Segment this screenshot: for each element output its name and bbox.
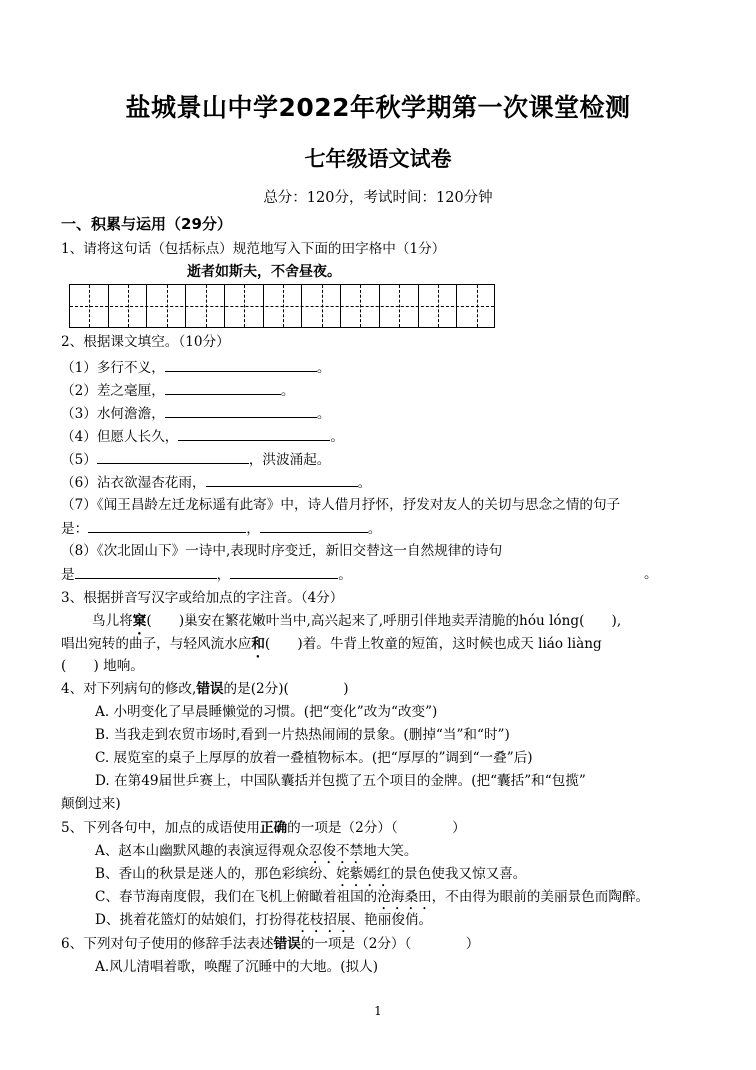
answer-blank[interactable]	[97, 449, 249, 464]
section-heading: 一、积累与运用（29分）	[61, 215, 232, 233]
q2-item-8: （8）《次北固山下》一诗中,表现时序变迁，新旧交替这一自然规律的诗句	[61, 543, 503, 559]
q3-prompt: 3、根据拼音写汉字或给加点的字注音。（4分）	[61, 590, 344, 606]
grid-cell-divider	[283, 285, 284, 327]
q5-prompt	[61, 818, 466, 838]
q5-text: D、挑着花篮灯的姑娘们，打扮得	[95, 912, 297, 928]
answer-blank[interactable]	[230, 564, 338, 579]
q4-option-c[interactable]: C. 展览室的桌子上厚厚的放着一叠植物标本。(把“厚厚的”调到“一叠”后)	[95, 750, 533, 766]
punct: 。	[330, 429, 344, 445]
q5-text: B、香山的秋景是迷人的，那色彩缤纷、	[95, 866, 337, 882]
exam-title: 盐城景山中学2022年秋学期第一次课堂检测	[125, 93, 631, 122]
q2-item-4-text: （4）但愿人长久，	[61, 429, 179, 445]
q2-item-7-answer	[61, 518, 381, 539]
q2-item-2-text: （2）差之毫厘，	[61, 383, 165, 399]
page-number: 1	[374, 1004, 382, 1018]
q5-text: 5、下列各句中，加点的成语使用	[61, 820, 260, 836]
answer-blank[interactable]	[260, 518, 368, 533]
grid-cell-divider	[399, 285, 400, 327]
answer-blank[interactable]	[165, 380, 281, 395]
q6-prompt	[61, 934, 479, 954]
q5-text: ，不由得为眼前的美丽景色而陶醉。	[431, 889, 650, 905]
q4-text: 的是(2分)( )	[223, 681, 349, 697]
dotted-char: 和	[251, 636, 265, 652]
q1-quote: 逝者如斯夫，不舍昼夜。	[187, 264, 341, 280]
q4-text: 4、对下列病句的修改,	[61, 681, 197, 697]
q3-line-3: ( ) 地响。	[61, 658, 144, 674]
q6-option-a[interactable]: A.风儿清唱着歌，唤醒了沉睡中的大地。(拟人)	[95, 959, 379, 975]
q5-text: 的一项是（2分）（ ）	[287, 820, 466, 836]
q2-item-4	[61, 426, 344, 447]
q5-text: C、春节海南度假，我们在飞机上俯瞰着祖国的	[95, 889, 378, 905]
grid-cell-divider	[438, 285, 439, 327]
q2-item-3	[61, 403, 330, 424]
punct: 。	[367, 521, 382, 537]
q2-item-7: （7）《闻王昌龄左迁龙标遥有此寄》中，诗人借月抒怀，抒发对友人的关切与思念之情的句子	[61, 497, 621, 513]
q1-prompt: 1、请将这句话（包括标点）规范地写入下面的田字格中（1分）	[61, 241, 446, 257]
tianzige-grid[interactable]	[69, 284, 495, 328]
q2-item-1	[61, 357, 330, 378]
q2-item-5	[61, 449, 330, 470]
q5-text: 地大笑。	[363, 843, 418, 859]
q3-text: ( )着。牛背上牧童的短笛，这时候也成天 liáo liàng	[264, 636, 602, 652]
q6-text: 6、下列对句子使用的修辞手法表述	[61, 936, 274, 952]
punct: 。	[280, 383, 295, 399]
q5-text: A、赵本山幽默风趣的表演逗得观众	[95, 843, 309, 859]
punct: 。	[338, 567, 352, 583]
grid-cell-divider	[322, 285, 323, 327]
dotted-idiom: 姹紫嫣红	[336, 866, 391, 882]
grid-cell-divider	[477, 285, 478, 327]
q4-option-b[interactable]: B. 当我走到农贸市场时,看到一片热热闹闹的景象。(删掉“当”和“时”)	[95, 727, 510, 743]
dotted-idiom: 沧海桑田	[377, 889, 432, 905]
score-time-line: 总分：120分，考试时间：120分钟	[263, 190, 493, 206]
emphasis-word: 错误	[196, 681, 224, 697]
answer-blank[interactable]	[75, 564, 217, 579]
q4-option-a[interactable]: A. 小明变化了早晨睡懒觉的习惯。(把“变化”改为“改变”)	[95, 704, 438, 720]
grid-cell-divider	[167, 285, 168, 327]
dotted-idiom: 忍俊不禁	[308, 843, 364, 859]
dotted-char: 窠	[132, 613, 147, 629]
exam-subtitle: 七年级语文试卷	[304, 147, 452, 171]
answer-blank[interactable]	[178, 426, 330, 441]
grid-cell-divider	[360, 285, 361, 327]
answer-blank[interactable]	[206, 472, 358, 487]
q2-item-3-text: （3）水何澹澹，	[61, 406, 165, 422]
punct: ，	[216, 567, 231, 583]
punct: ，	[246, 521, 260, 537]
q2-item-6-text: （6）沾衣欲湿杏花雨，	[61, 475, 206, 491]
q2-item-7-lead: 是：	[61, 521, 89, 537]
q4-prompt	[61, 679, 349, 699]
q2-item-5-tail: ，洪波涌起。	[248, 452, 331, 468]
grid-cell-divider	[128, 285, 129, 327]
q3-text: ( )巢安在繁花嫩叶当中,高兴起来了,呼朋引伴地卖弄清脆的hóu lóng( ),	[146, 613, 622, 629]
q3-text: 唱出宛转的曲子，与轻风流水应	[61, 636, 252, 652]
grid-cell-divider	[89, 285, 90, 327]
trailing-period: 。	[644, 566, 658, 582]
q2-prompt: 2、根据课文填空。（10分）	[61, 334, 230, 350]
q5-option-d[interactable]	[95, 910, 432, 936]
emphasis-word: 正确	[259, 820, 288, 836]
q5-text: 、艳丽俊俏。	[350, 912, 433, 928]
q2-item-1-text: （1）多行不义，	[61, 360, 165, 376]
q2-item-5-text: （5）	[61, 452, 97, 468]
q6-text: 的一项是（2分）（ ）	[300, 936, 480, 952]
q2-item-2	[61, 380, 294, 401]
q2-item-8-answer	[61, 564, 352, 585]
answer-blank[interactable]	[88, 518, 246, 533]
punct: 。	[357, 475, 372, 491]
q3-text: 鸟儿将	[92, 613, 133, 629]
dotted-idiom: 花枝招展	[296, 912, 351, 928]
q4-option-d[interactable]: D. 在第49届世乒赛上，中国队囊括并包揽了五个项目的金牌。(把“囊括”和“包揽”	[95, 773, 586, 789]
q2-item-6	[61, 472, 371, 493]
q4-option-d-cont: 颠倒过来)	[61, 796, 121, 812]
q5-text: 的景色使我又惊又喜。	[390, 866, 527, 882]
answer-blank[interactable]	[165, 357, 317, 372]
punct: 。	[316, 360, 331, 376]
answer-blank[interactable]	[165, 403, 317, 418]
q2-item-8-lead: 是	[61, 567, 75, 583]
grid-cell-divider	[244, 285, 245, 327]
emphasis-word: 错误	[273, 936, 301, 952]
punct: 。	[316, 406, 331, 422]
grid-cell-divider	[206, 285, 207, 327]
